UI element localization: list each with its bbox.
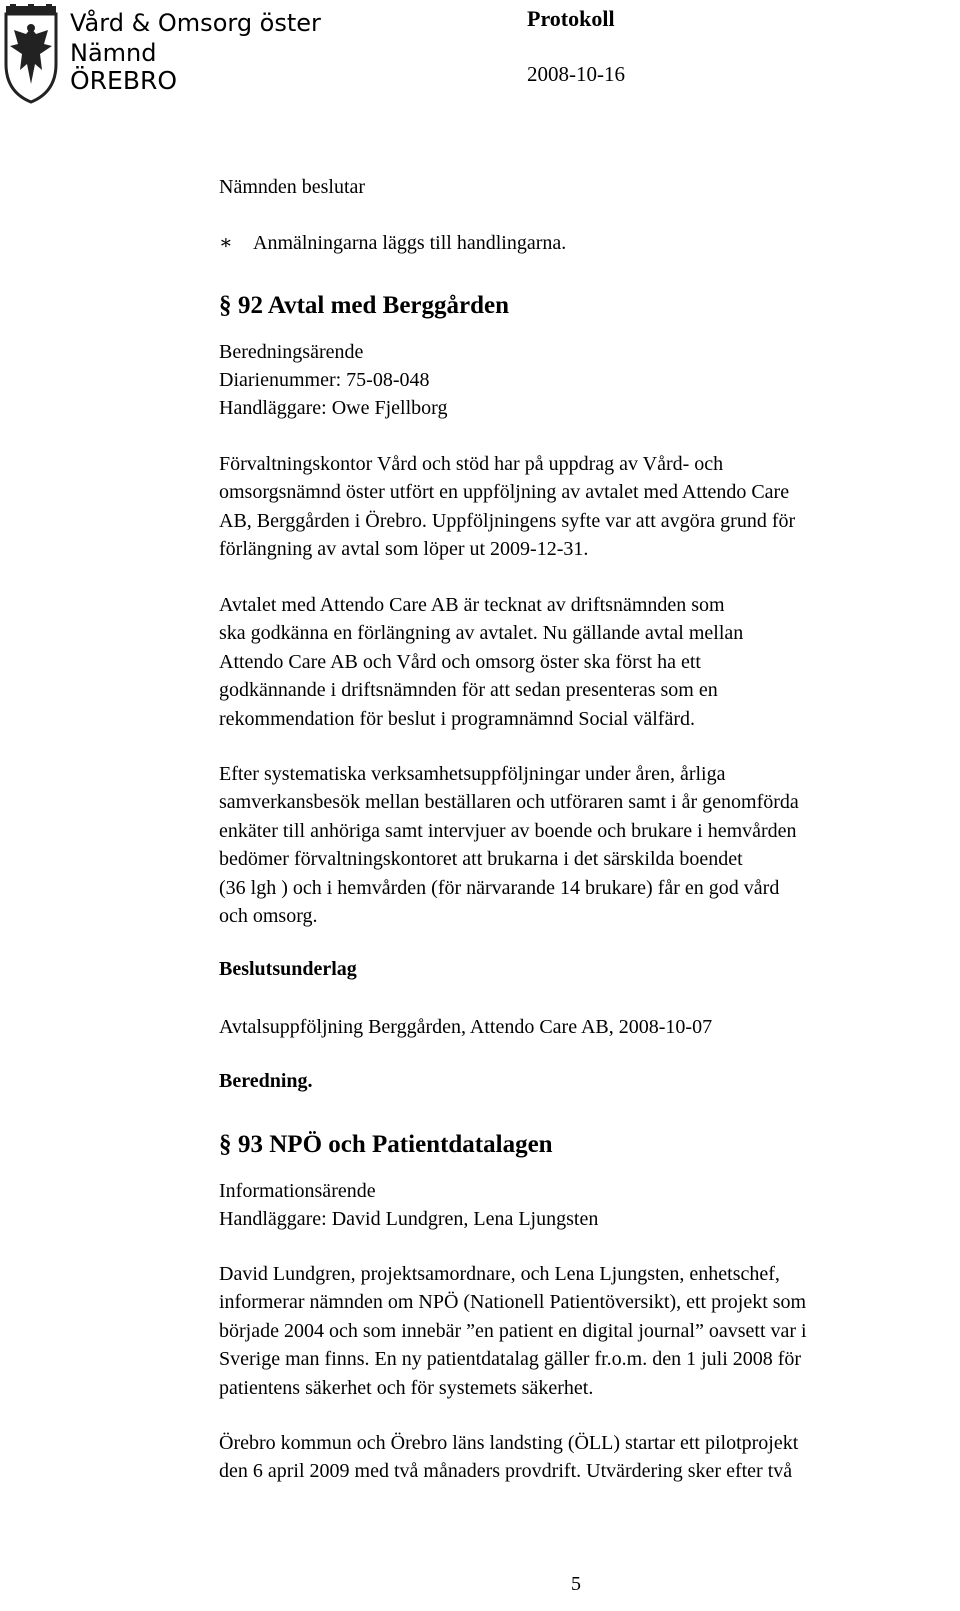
text-line: patientens säkerhet och för systemets säkerhet. [219,1376,594,1399]
document-date: 2008-10-16 [527,62,625,86]
item92-paragraph1 [219,450,795,564]
item92-handler: Handläggare: Owe Fjellborg [219,397,448,419]
item92-type: Beredningsärende [219,341,364,363]
text-line: Förvaltningskontor Vård och stöd har på uppdrag av Vård- och [219,453,724,475]
text-line: började 2004 och som innebär ”en patient en digital journal” oavsett var i [219,1319,807,1342]
text-line: Efter systematiska verksamhetsuppföljningar under åren, årliga [219,763,726,785]
org-name-line3: ÖREBRO [70,66,178,95]
item92-status: Beredning. [219,1070,313,1092]
item92-paragraph2 [219,591,743,733]
decision-item: Anmälningarna läggs till handlingarna. [253,232,567,254]
text-line: godkännande i driftsnämnden för att sedan presenteras som en [219,679,718,702]
item93-handler: Handläggare: David Lundgren, Lena Ljungsten [219,1208,599,1230]
text-line: och omsorg. [219,905,318,928]
item93-type: Informationsärende [219,1180,376,1202]
text-line: enkäter till anhöriga samt intervjuer av boende och brukare i hemvården [219,819,797,842]
coat-of-arms-logo [2,4,60,104]
decision-heading: Nämnden beslutar [219,176,366,198]
org-name-line2: Nämnd [70,39,157,67]
text-line: Sverige man finns. En ny patientdatalag gäller fr.o.m. den 1 juli 2008 för [219,1348,802,1371]
text-line: samverkansbesök mellan beställaren och utföraren samt i år genomförda [219,791,799,814]
text-line: informerar nämnden om NPÖ (Nationell Patientöversikt), ett projekt som [219,1291,807,1314]
item93-paragraph1 [219,1260,807,1402]
item92-basis-text: Avtalsuppföljning Berggården, Attendo Care AB, 2008-10-07 [219,1016,713,1038]
document-type: Protokoll [527,6,615,31]
text-line: rekommendation för beslut i programnämnd Social välfärd. [219,707,695,730]
page-number: 5 [571,1573,581,1595]
text-line: omsorgsnämnd öster utfört en uppföljning av avtalet med Attendo Care [219,481,790,504]
text-line: bedömer förvaltningskontoret att brukarna i det särskilda boendet [219,848,743,871]
item93-title: 93 NPÖ och Patientdatalagen [238,1131,553,1158]
text-line: förlängning av avtal som löper ut 2009-12-31. [219,538,589,561]
item92-basis-heading: Beslutsunderlag [219,958,357,980]
text-line: den 6 april 2009 med två månaders provdrift. Utvärdering sker efter två [219,1460,793,1483]
text-line: Örebro kommun och Örebro läns landsting (ÖLL) startar ett pilotprojekt [219,1432,799,1454]
item92-diary-number: Diarienummer: 75-08-048 [219,369,430,391]
item92-paragraph3 [219,760,799,930]
item92-title: 92 Avtal med Berggården [238,292,510,319]
text-line: Attendo Care AB och Vård och omsorg öster ska först ha ett [219,650,701,673]
text-line: Avtalet med Attendo Care AB är tecknat av driftsnämnden som [219,594,725,616]
text-line: David Lundgren, projektsamordnare, och Lena Ljungsten, enhetschef, [219,1263,780,1285]
item93-paragraph2 [219,1429,798,1486]
text-line: ska godkänna en förlängning av avtalet. Nu gällande avtal mellan [219,622,744,645]
org-name-line1: Vård & Omsorg öster [70,9,321,37]
text-line: (36 lgh ) och i hemvården (för närvarande 14 brukare) får en god vård [219,876,780,899]
text-line: AB, Berggården i Örebro. Uppföljningens syfte var att avgöra grund för [219,509,796,532]
section-icon: § [219,292,232,319]
bullet-icon: ∗ [219,232,233,254]
section-icon: § [219,1131,232,1158]
